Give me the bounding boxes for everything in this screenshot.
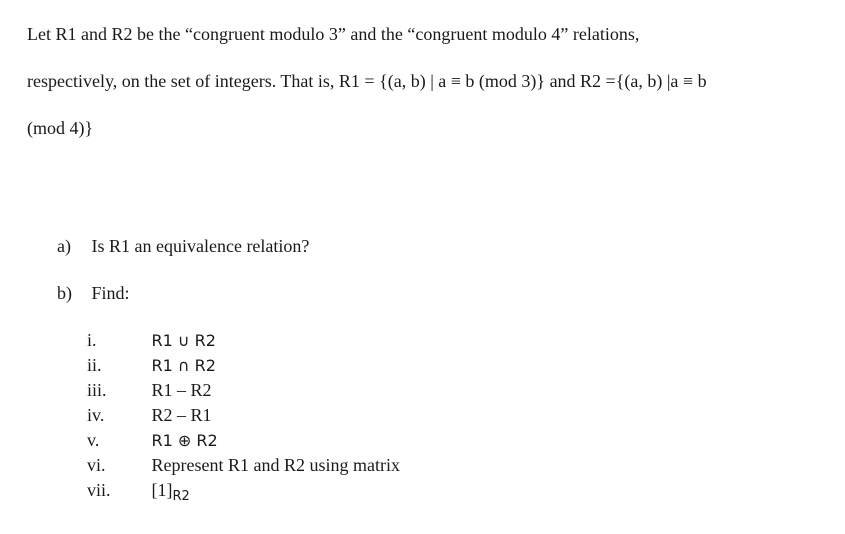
- sub-question-expression: Represent R1 and R2 using matrix: [151, 455, 400, 475]
- sub-question-expression: R1 ∩ R2: [151, 356, 216, 375]
- question-b-text: Find:: [91, 283, 130, 303]
- sub-question-list: [87, 328, 400, 503]
- sub-question-number: v.: [87, 430, 100, 450]
- question-a: [57, 235, 309, 257]
- sub-question-number: i.: [87, 330, 97, 350]
- intro-line-1: Let R1 and R2 be the “congruent modulo 3” and the “congruent modulo 4” relations,: [27, 24, 640, 44]
- sub-question-item: [87, 403, 400, 428]
- sub-question-expression: R1 ⊕ R2: [151, 431, 218, 450]
- sub-question-expression: R1 ∪ R2: [151, 331, 216, 350]
- sub-question-expression: R1 – R2: [151, 380, 212, 400]
- sub-question-item: [87, 378, 400, 403]
- sub-question-expression: [152, 478, 190, 505]
- sub-question-item: [87, 453, 400, 478]
- sub-question-item: [87, 328, 400, 353]
- question-a-text: Is R1 an equivalence relation?: [91, 236, 310, 256]
- sub-question-number: vi.: [87, 455, 106, 475]
- sub-question-expression: R2 – R1: [151, 405, 212, 425]
- sub-question-item: [87, 353, 400, 378]
- equivalence-class: [1]: [151, 480, 173, 500]
- equivalence-class-subscript: R2: [172, 489, 190, 504]
- sub-question-item: [87, 428, 400, 453]
- sub-question-item: [87, 478, 400, 503]
- intro-line-3: (mod 4)}: [27, 118, 94, 138]
- question-a-marker: a): [57, 236, 71, 256]
- sub-question-number: iii.: [87, 380, 107, 400]
- sub-question-number: iv.: [87, 405, 105, 425]
- question-b-marker: b): [57, 283, 72, 303]
- question-b: [57, 282, 130, 304]
- intro-line-2: respectively, on the set of integers. That is, R1 = {(a, b) | a ≡ b (mod 3)} and R2 ={(a, b) |a ≡ b: [27, 71, 707, 91]
- sub-question-number: vii.: [87, 480, 111, 500]
- sub-question-number: ii.: [87, 355, 102, 375]
